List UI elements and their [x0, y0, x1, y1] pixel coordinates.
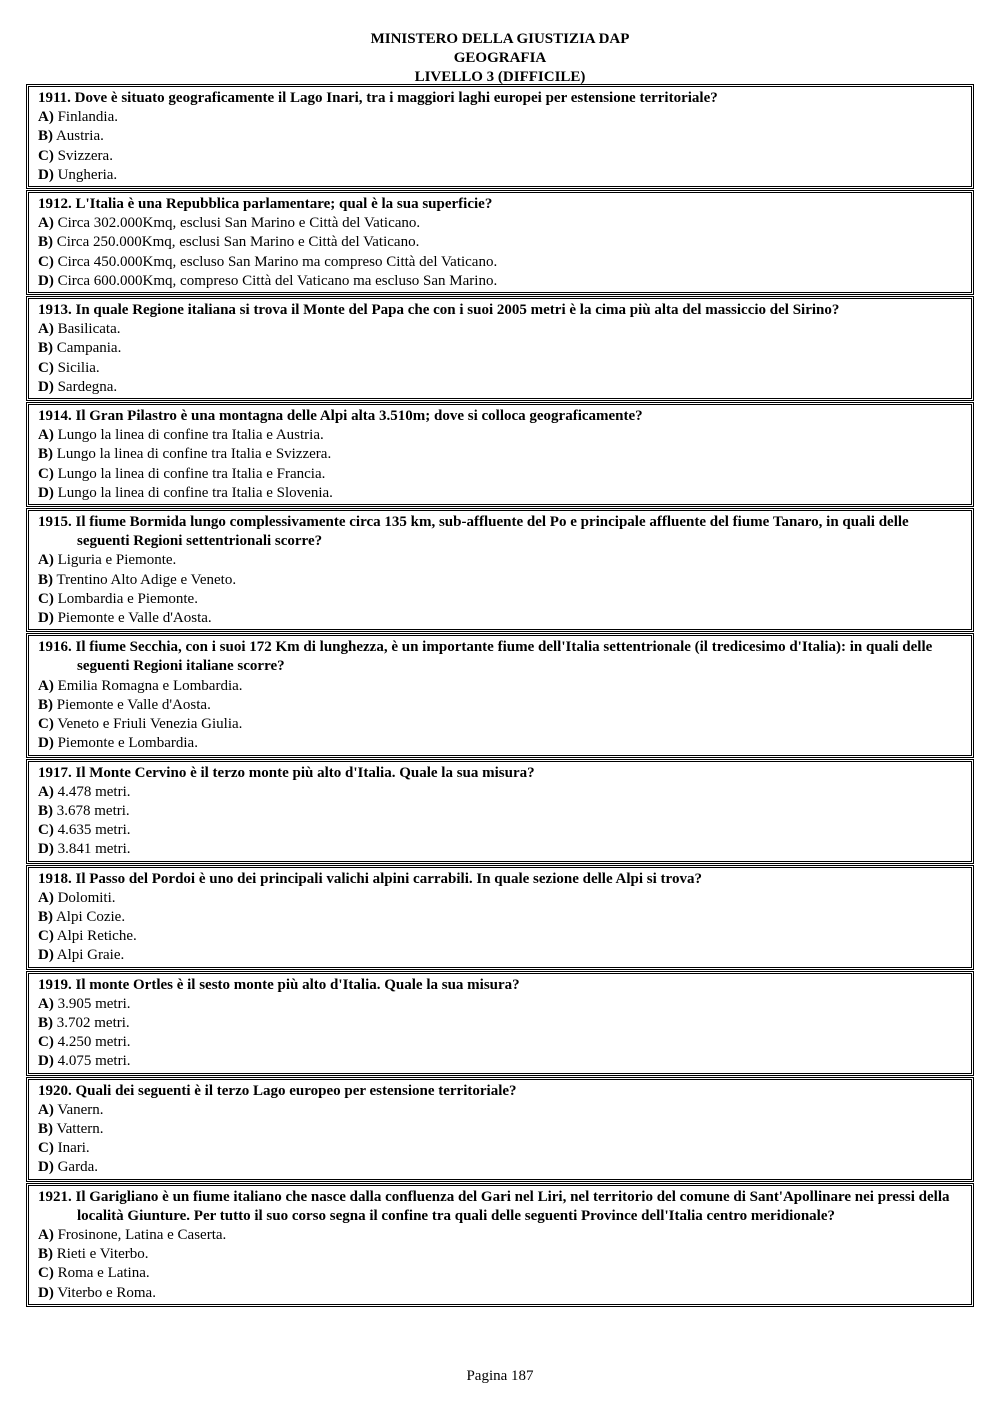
option-letter: D) — [38, 1284, 54, 1301]
question-box — [28, 298, 972, 399]
answer-option — [38, 571, 963, 590]
question-box — [28, 761, 972, 862]
question-box — [28, 1185, 972, 1305]
option-text: Circa 450.000Kmq, escluso San Marino ma compreso Città del Vaticano. — [57, 253, 498, 270]
option-letter: A) — [38, 783, 54, 800]
option-text: 4.478 metri. — [57, 783, 131, 800]
answer-option — [38, 677, 963, 696]
question-box — [28, 86, 972, 187]
answer-option — [38, 609, 963, 628]
option-letter: A) — [38, 995, 54, 1012]
option-text: Austria. — [55, 128, 104, 145]
question-text: 1918. Il Passo del Pordoi è uno dei principali valichi alpini carrabili. In quale sezione delle Alpi si trova? — [38, 870, 702, 887]
option-text: Trentino Alto Adige e Veneto. — [56, 571, 237, 588]
question-text: 1920. Quali dei seguenti è il terzo Lago europeo per estensione territoriale? — [38, 1082, 517, 1099]
answer-option — [38, 108, 963, 127]
option-text: Lungo la linea di confine tra Italia e Austria. — [57, 427, 324, 444]
option-text: Garda. — [57, 1159, 98, 1176]
option-text: Svizzera. — [57, 147, 113, 164]
answer-option — [38, 1101, 963, 1120]
document-header — [0, 30, 1000, 87]
option-letter: C) — [38, 1265, 54, 1282]
question-box — [28, 973, 972, 1074]
option-text: Ungheria. — [57, 166, 118, 183]
option-letter: B) — [38, 1120, 53, 1137]
option-text: Vanern. — [57, 1101, 104, 1118]
question-list — [28, 86, 972, 1310]
answer-option — [38, 889, 963, 908]
option-letter: D) — [38, 378, 54, 395]
option-text: 4.250 metri. — [57, 1034, 131, 1051]
answer-option — [38, 426, 963, 445]
option-text: Roma e Latina. — [57, 1265, 150, 1282]
option-text: 4.635 metri. — [57, 822, 131, 839]
option-text: Liguria e Piemonte. — [57, 552, 177, 569]
answer-option — [38, 166, 963, 185]
option-text: Veneto e Friuli Venezia Giulia. — [57, 716, 243, 733]
answer-option — [38, 696, 963, 715]
answer-option — [38, 214, 963, 233]
option-letter: B) — [38, 446, 53, 463]
option-text: Circa 302.000Kmq, esclusi San Marino e Città del Vaticano. — [57, 215, 421, 232]
question-box — [28, 867, 972, 968]
option-letter: C) — [38, 716, 54, 733]
option-letter: A) — [38, 109, 54, 126]
option-letter: B) — [38, 128, 53, 145]
option-letter: A) — [38, 1101, 54, 1118]
option-text: Lungo la linea di confine tra Italia e Svizzera. — [56, 446, 332, 463]
option-text: 3.702 metri. — [56, 1014, 130, 1031]
answer-option — [38, 465, 963, 484]
option-text: Inari. — [57, 1140, 90, 1157]
question-box — [28, 635, 972, 755]
answer-option — [38, 551, 963, 570]
option-letter: D) — [38, 272, 54, 289]
answer-option — [38, 995, 963, 1014]
option-text: Circa 250.000Kmq, esclusi San Marino e Città del Vaticano. — [56, 234, 420, 251]
page-number: Pagina 187 — [466, 1368, 534, 1384]
option-letter: A) — [38, 427, 54, 444]
question-box — [28, 510, 972, 630]
answer-option — [38, 147, 963, 166]
answer-option — [38, 840, 963, 859]
answer-option — [38, 339, 963, 358]
answer-option — [38, 1264, 963, 1283]
option-letter: A) — [38, 321, 54, 338]
option-letter: C) — [38, 465, 54, 482]
option-text: Alpi Graie. — [56, 947, 125, 964]
answer-option — [38, 1052, 963, 1071]
option-letter: B) — [38, 908, 53, 925]
answer-option — [38, 1120, 963, 1139]
option-letter: C) — [38, 1140, 54, 1157]
option-text: Viterbo e Roma. — [57, 1284, 156, 1301]
option-letter: B) — [38, 1246, 53, 1263]
answer-option — [38, 1014, 963, 1033]
option-text: Piemonte e Valle d'Aosta. — [56, 696, 211, 713]
answer-option — [38, 590, 963, 609]
question-text: 1913. In quale Regione italiana si trova il Monte del Papa che con i suoi 2005 metri è la cima più alta del massiccio del Sirino? — [38, 302, 840, 319]
ministry-title: MINISTERO DELLA GIUSTIZIA DAP — [370, 31, 630, 47]
subject-title: GEOGRAFIA — [453, 50, 547, 66]
option-text: Circa 600.000Kmq, compreso Città del Vaticano ma escluso San Marino. — [57, 272, 498, 289]
option-text: Piemonte e Valle d'Aosta. — [57, 610, 212, 627]
option-letter: D) — [38, 947, 54, 964]
option-text: Lungo la linea di confine tra Italia e Francia. — [57, 465, 326, 482]
option-letter: A) — [38, 1226, 54, 1243]
question-text: 1921. Il Garigliano è un fiume italiano che nasce dalla confluenza del Gari nel Liri, nel territorio del comune di Sant'Apollinare nei pressi della località Giunture. Per tutto il suo corso segna il confine tra quali delle seguenti Province dell'Italia centro meridionale? — [38, 1188, 950, 1224]
option-text: Dolomiti. — [57, 889, 116, 906]
option-letter: A) — [38, 889, 54, 906]
option-letter: D) — [38, 1053, 54, 1070]
answer-option — [38, 908, 963, 927]
option-text: 3.841 metri. — [57, 841, 131, 858]
answer-option — [38, 927, 963, 946]
answer-option — [38, 783, 963, 802]
answer-option — [38, 946, 963, 965]
option-text: Emilia Romagna e Lombardia. — [57, 677, 243, 694]
answer-option — [38, 715, 963, 734]
option-letter: D) — [38, 166, 54, 183]
option-letter: C) — [38, 359, 54, 376]
option-letter: C) — [38, 1034, 54, 1051]
answer-option — [38, 320, 963, 339]
option-letter: D) — [38, 841, 54, 858]
option-text: 3.905 metri. — [57, 995, 131, 1012]
question-text: 1914. Il Gran Pilastro è una montagna delle Alpi alta 3.510m; dove si colloca geograficamente? — [38, 408, 643, 425]
option-letter: B) — [38, 802, 53, 819]
option-letter: B) — [38, 696, 53, 713]
option-text: Alpi Cozie. — [55, 908, 126, 925]
answer-option — [38, 802, 963, 821]
answer-option — [38, 127, 963, 146]
option-letter: C) — [38, 822, 54, 839]
question-box — [28, 192, 972, 293]
question-text: 1915. Il fiume Bormida lungo complessivamente circa 135 km, sub-affluente del Po e principale affluente del fiume Tanaro, in quali delle seguenti Regioni settentrionali scorre? — [38, 514, 909, 550]
question-box — [28, 404, 972, 505]
answer-option — [38, 1033, 963, 1052]
option-text: Frosinone, Latina e Caserta. — [57, 1226, 227, 1243]
option-text: Sicilia. — [57, 359, 100, 376]
option-letter: B) — [38, 1014, 53, 1031]
option-letter: C) — [38, 590, 54, 607]
option-letter: C) — [38, 253, 54, 270]
option-letter: C) — [38, 147, 54, 164]
answer-option — [38, 378, 963, 397]
answer-option — [38, 253, 963, 272]
question-text: 1911. Dove è situato geograficamente il Lago Inari, tra i maggiori laghi europei per estensione territoriale? — [38, 90, 718, 106]
option-letter: D) — [38, 610, 54, 627]
option-letter: A) — [38, 552, 54, 569]
option-text: Lombardia e Piemonte. — [57, 590, 198, 607]
answer-option — [38, 1226, 963, 1245]
option-text: Lungo la linea di confine tra Italia e Slovenia. — [57, 484, 333, 501]
level-title: LIVELLO 3 (DIFFICILE) — [414, 69, 586, 85]
option-text: Finlandia. — [57, 109, 118, 126]
option-letter: D) — [38, 735, 54, 752]
option-text: 3.678 metri. — [56, 802, 130, 819]
answer-option — [38, 272, 963, 291]
option-text: Basilicata. — [57, 321, 121, 338]
option-text: 4.075 metri. — [57, 1053, 131, 1070]
answer-option — [38, 1284, 963, 1303]
option-text: Sardegna. — [57, 378, 118, 395]
answer-option — [38, 1245, 963, 1264]
answer-option — [38, 484, 963, 503]
option-text: Campania. — [56, 340, 122, 357]
option-letter: A) — [38, 215, 54, 232]
option-letter: B) — [38, 340, 53, 357]
option-letter: D) — [38, 1159, 54, 1176]
option-letter: B) — [38, 234, 53, 251]
option-text: Alpi Retiche. — [56, 928, 137, 945]
question-text: 1916. Il fiume Secchia, con i suoi 172 Km di lunghezza, è un importante fiume dell'Italia settentrionale (il tredicesimo d'Italia): in quali delle seguenti Regioni italiane scorre? — [38, 639, 933, 675]
answer-option — [38, 1158, 963, 1177]
option-text: Rieti e Viterbo. — [56, 1246, 149, 1263]
answer-option — [38, 821, 963, 840]
option-letter: A) — [38, 677, 54, 694]
question-text: 1919. Il monte Ortles è il sesto monte più alto d'Italia. Quale la sua misura? — [38, 976, 520, 993]
option-letter: B) — [38, 571, 53, 588]
answer-option — [38, 359, 963, 378]
option-text: Vattern. — [56, 1120, 104, 1137]
question-text: 1917. Il Monte Cervino è il terzo monte più alto d'Italia. Quale la sua misura? — [38, 764, 535, 781]
answer-option — [38, 1139, 963, 1158]
answer-option — [38, 445, 963, 464]
option-text: Piemonte e Lombardia. — [57, 735, 198, 752]
answer-option — [38, 233, 963, 252]
question-box — [28, 1079, 972, 1180]
option-letter: D) — [38, 484, 54, 501]
answer-option — [38, 734, 963, 753]
question-text: 1912. L'Italia è una Repubblica parlamentare; qual è la sua superficie? — [38, 196, 493, 213]
option-letter: C) — [38, 928, 54, 945]
